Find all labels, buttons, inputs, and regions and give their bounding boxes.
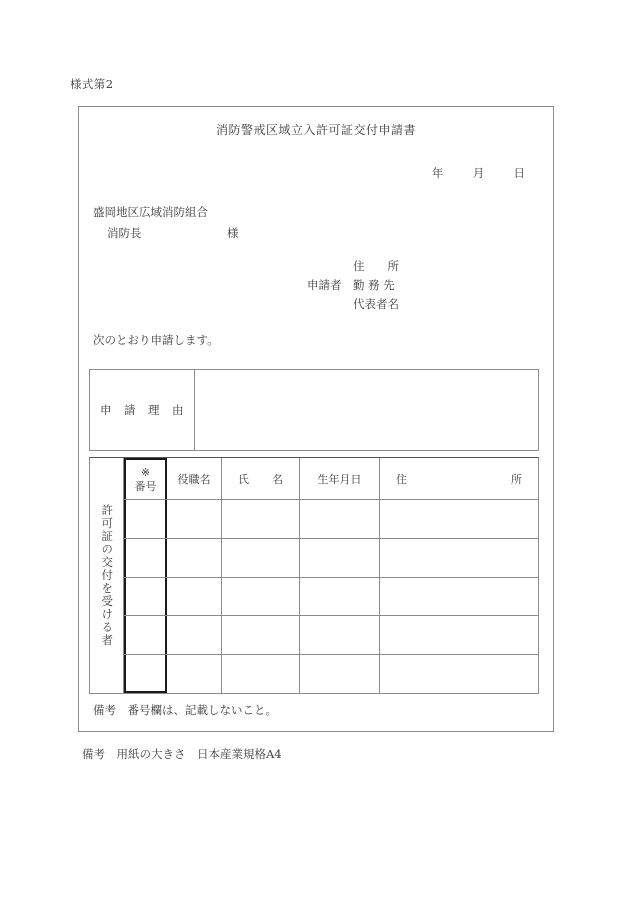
cell-position[interactable] [167,655,222,693]
table-row [124,578,538,617]
cell-number[interactable] [124,655,167,693]
cell-address[interactable] [380,578,538,616]
addressee-organization: 盛岡地区広域消防組合 [93,205,208,219]
cell-position[interactable] [167,578,222,616]
applicant-field-address: 住 所 [353,259,399,273]
inner-note: 備考 番号欄は、記載しないこと。 [93,703,277,717]
header-address [380,458,538,499]
cell-number[interactable] [124,500,167,538]
holder-grid [124,458,538,693]
cell-position[interactable] [167,500,222,538]
applicant-tag: 申請者 [307,278,342,292]
header-address-inner [384,471,534,487]
cell-number[interactable] [124,616,167,654]
addressee-position-line [93,223,239,244]
header-number-mark: ※ [140,465,151,479]
date-year-label: 年 [431,166,444,180]
applicant-row-workplace [307,276,399,295]
header-position: 役職名 [167,458,222,499]
holder-header-row [124,458,538,500]
table-row [124,616,538,655]
applicant-field-workplace: 勤 務 先 [353,278,395,292]
header-name-right: 名 [272,472,283,486]
cell-position[interactable] [167,616,222,654]
header-name-inner [226,471,295,487]
addressee-position: 消防長 [107,226,142,240]
applicant-row-representative [307,295,399,314]
cell-birthdate[interactable] [300,500,380,538]
cell-number[interactable] [124,578,167,616]
applicant-block [307,257,399,314]
date-line [432,165,525,181]
cell-birthdate[interactable] [300,616,380,654]
addressee-block [93,202,239,244]
application-statement: 次のとおり申請します。 [93,333,219,347]
cell-name[interactable] [222,539,300,577]
cell-address[interactable] [380,616,538,654]
addressee-honorific: 様 [227,226,239,240]
holder-side-label-cell [90,458,124,693]
holder-table [89,457,539,694]
holder-side-label: 許可証の交付を受ける者 [100,504,115,647]
cell-name[interactable] [222,655,300,693]
cell-position[interactable] [167,539,222,577]
form-frame [78,106,554,732]
cell-number[interactable] [124,539,167,577]
applicant-row-address [307,257,399,276]
cell-address[interactable] [380,539,538,577]
table-row [124,539,538,578]
cell-birthdate[interactable] [300,578,380,616]
form-number: 様式第2 [70,77,114,91]
applicant-field-representative: 代表者名 [353,297,399,311]
header-address-left: 住 [396,472,407,486]
header-name-left: 氏 [238,472,249,486]
table-row [124,655,538,693]
header-name [222,458,300,499]
cell-name[interactable] [222,500,300,538]
cell-address[interactable] [380,500,538,538]
header-birthdate: 生年月日 [300,458,380,499]
reason-table [89,369,539,451]
header-address-right: 所 [511,472,522,486]
cell-address[interactable] [380,655,538,693]
document-title: 消防警戒区域立入許可証交付申請書 [215,123,416,137]
cell-birthdate[interactable] [300,655,380,693]
date-month-label: 月 [472,166,485,180]
cell-name[interactable] [222,616,300,654]
header-number [124,458,167,499]
date-day-label: 日 [513,166,525,180]
outer-note: 備考 用紙の大きさ 日本産業規格A4 [82,747,282,761]
cell-birthdate[interactable] [300,539,380,577]
table-row [124,500,538,539]
header-number-label: 番号 [134,479,157,493]
cell-name[interactable] [222,578,300,616]
reason-label: 申 請 理 由 [90,370,195,450]
reason-input-area[interactable] [195,370,538,450]
